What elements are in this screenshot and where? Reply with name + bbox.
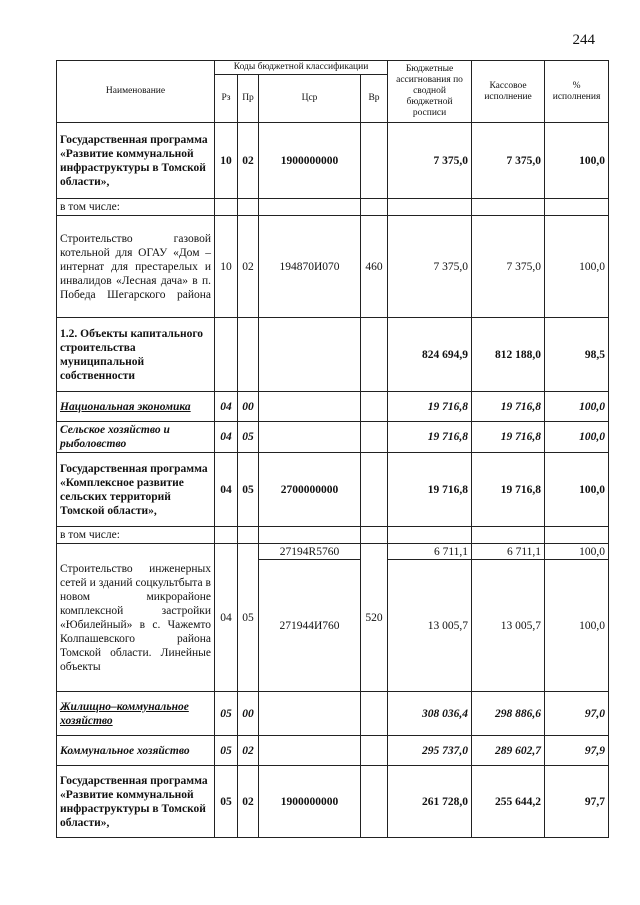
row-name: Сельское хозяйство и рыболовство [57,422,215,453]
row-cash: 812 188,0 [472,318,545,392]
row-pr: 05 [238,453,259,527]
row-cash: 255 644,2 [472,766,545,838]
row-pr: 02 [238,736,259,766]
row-percent: 97,0 [545,692,609,736]
row-cash: 6 711,1 [472,544,545,560]
row-percent: 100,0 [545,544,609,560]
header-percent: % исполнения [545,61,609,123]
row-name: 1.2. Объекты капитального строительства муниципальной собственности [57,318,215,392]
row-rz: 05 [215,736,238,766]
row-percent: 100,0 [545,560,609,692]
row-cash: 7 375,0 [472,216,545,318]
row-rz: 10 [215,216,238,318]
row-allocations: 261 728,0 [388,766,472,838]
row-rz: 05 [215,766,238,838]
row-name: Строительство газовой котельной для ОГАУ «Дом – интернат для престарелых и инвалидов «Лесная дача» в п. Победа Шегарского района [57,216,215,318]
row-percent: 100,0 [545,422,609,453]
row-name: в том числе: [57,199,215,216]
row-allocations: 308 036,4 [388,692,472,736]
row-percent: 98,5 [545,318,609,392]
table-row [57,392,609,422]
row-vr: 460 [361,216,388,318]
budget-execution-table [56,60,609,838]
row-percent: 100,0 [545,453,609,527]
row-name: Государственная программа «Развитие коммунальной инфраструктуры в Томской области», [57,766,215,838]
row-cash: 298 886,6 [472,692,545,736]
row-csr: 194870И070 [259,216,361,318]
row-pr: 02 [238,766,259,838]
table-row [57,692,609,736]
row-allocations: 824 694,9 [388,318,472,392]
row-pr: 00 [238,392,259,422]
row-name: Жилищно–коммунальное хозяйство [57,692,215,736]
row-allocations: 19 716,8 [388,453,472,527]
row-name: Национальная экономика [57,392,215,422]
row-pr: 05 [238,544,259,692]
table-row [57,527,609,544]
header-vr: Вр [361,75,388,123]
table-row [57,766,609,838]
row-vr [361,123,388,199]
table-row [57,422,609,453]
row-pr: 05 [238,422,259,453]
row-rz: 05 [215,692,238,736]
row-cash: 19 716,8 [472,392,545,422]
row-allocations: 13 005,7 [388,560,472,692]
row-allocations: 6 711,1 [388,544,472,560]
header-allocations: Бюджетные ассигнования по сводной бюджетной росписи [388,61,472,123]
header-csr: Цср [259,75,361,123]
table-row [57,216,609,318]
table-row [57,544,609,560]
table-row [57,123,609,199]
header-codes-group: Коды бюджетной классификации [215,61,388,75]
row-name: в том числе: [57,527,215,544]
row-cash: 289 602,7 [472,736,545,766]
row-vr: 520 [361,544,388,692]
row-pr: 02 [238,216,259,318]
row-percent: 100,0 [545,392,609,422]
header-pr: Пр [238,75,259,123]
row-percent: 97,9 [545,736,609,766]
header-name: Наименование [57,61,215,123]
row-allocations: 19 716,8 [388,422,472,453]
row-name: Строительство инженерных сетей и зданий соцкультбыта в новом микрорайоне комплексной застройки «Юбилейный» в с. Чажемто Колпашевского района Томской области. Линейные объекты [57,544,215,692]
row-csr: 271944И760 [259,560,361,692]
row-percent: 97,7 [545,766,609,838]
row-rz: 10 [215,123,238,199]
row-name: Государственная программа «Развитие коммунальной инфраструктуры в Томской области», [57,123,215,199]
row-allocations: 7 375,0 [388,123,472,199]
row-rz: 04 [215,422,238,453]
row-pr: 02 [238,123,259,199]
row-percent: 100,0 [545,123,609,199]
header-rz: Рз [215,75,238,123]
row-allocations: 295 737,0 [388,736,472,766]
row-allocations: 19 716,8 [388,392,472,422]
row-rz: 04 [215,453,238,527]
row-csr: 1900000000 [259,123,361,199]
row-csr: 1900000000 [259,766,361,838]
row-rz: 04 [215,392,238,422]
table-row [57,318,609,392]
header-cash: Кассовое исполнение [472,61,545,123]
row-cash: 19 716,8 [472,422,545,453]
row-allocations: 7 375,0 [388,216,472,318]
page-number: 244 [572,32,595,48]
row-csr: 2700000000 [259,453,361,527]
table-row [57,453,609,527]
row-cash: 7 375,0 [472,123,545,199]
table-row [57,736,609,766]
row-name: Государственная программа «Комплексное развитие сельских территорий Томской области», [57,453,215,527]
row-cash: 13 005,7 [472,560,545,692]
row-pr: 00 [238,692,259,736]
row-cash: 19 716,8 [472,453,545,527]
row-rz: 04 [215,544,238,692]
row-percent: 100,0 [545,216,609,318]
row-name: Коммунальное хозяйство [57,736,215,766]
table-row [57,199,609,216]
row-csr: 27194R5760 [259,544,361,560]
